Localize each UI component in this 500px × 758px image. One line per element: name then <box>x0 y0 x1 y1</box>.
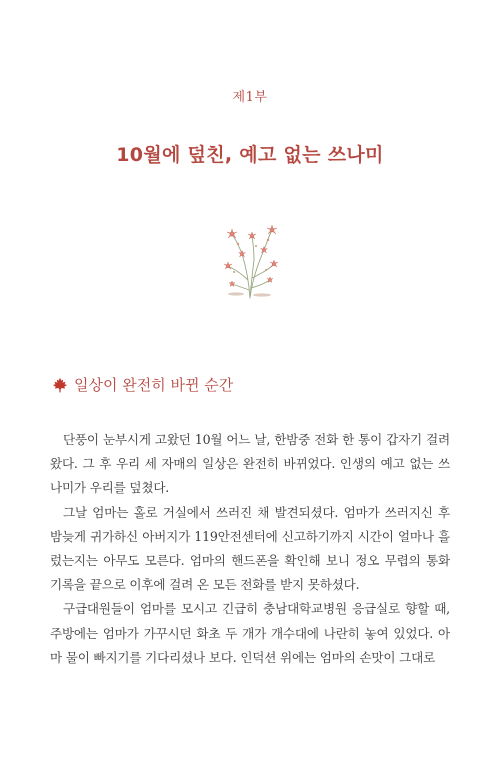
section-heading <box>52 374 233 395</box>
paragraph-3: 구급대원들이 엄마를 모시고 긴급히 충남대학교병원 응급실로 향할 때, 주방에는 엄마가 가꾸시던 화초 두 개가 개수대에 나란히 놓여 있었다. 아마 물이 빠지기를 기다리셨나 보다. 인덕션 위에는 엄마의 손맛이 그대로 <box>50 601 450 665</box>
paragraph-1: 단풍이 눈부시게 고왔던 10월 어느 날, 한밤중 전화 한 통이 갑자기 걸려왔다. 그 후 우리 세 자매의 일상은 완전히 바뀌었다. 인생의 예고 없는 쓰나미가 우리를 덮쳤다. <box>50 432 450 496</box>
paragraph-2: 그날 엄마는 홀로 거실에서 쓰러진 채 발견되셨다. 엄마가 쓰러지신 후 밤늦게 귀가하신 아버지가 119안전센터에 신고하기까지 시간이 얼마나 흘렀는지는 아무도 모른다. 엄마의 핸드폰을 확인해 보니 정오 무렵의 통화 기록을 끝으로 이후에 걸려 온 모든 전화를 받지 못하셨다. <box>50 504 450 593</box>
section-heading-text: 일상이 완전히 바뀐 순간 <box>74 376 234 394</box>
part-label: 제1부 <box>232 90 268 105</box>
flower-sprig-icon <box>212 220 288 300</box>
chapter-title: 10월에 덮친, 예고 없는 쓰나미 <box>116 144 384 166</box>
body-text <box>50 428 450 670</box>
maple-leaf-icon <box>52 377 68 393</box>
